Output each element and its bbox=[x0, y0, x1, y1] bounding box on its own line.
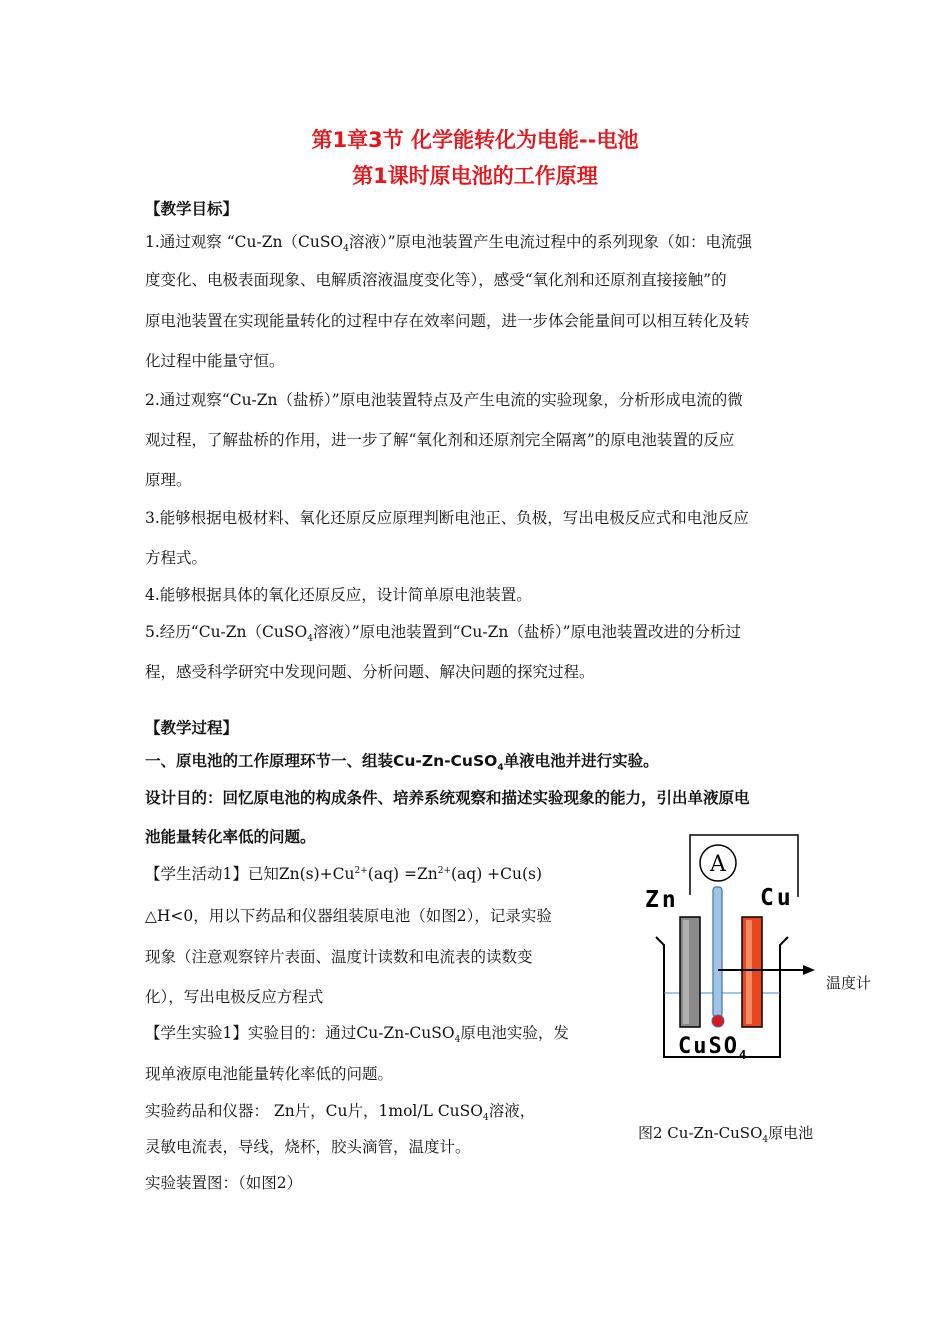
objective-5-line-2: 程，感受科学研究中发现问题、分析问题、解决问题的探究过程。 bbox=[145, 663, 595, 681]
experiment-1-line-3: 实验药品和仪器： Zn片，Cu片，1mol/L CuSO$_4$溶液， bbox=[145, 1102, 536, 1124]
experiment-1-line-4: 灵敏电流表，导线，烧杯，胶头滴管，温度计。 bbox=[145, 1138, 471, 1156]
activity-1-line-1: 【学生活动1】已知$Zn(s)+Cu^{2+}(aq) =Zn^{2+}(aq) +Cu(s)$ bbox=[145, 865, 543, 883]
copper-label: Cu bbox=[760, 885, 794, 911]
zinc-label: Zn bbox=[645, 887, 679, 913]
activity-1-line-4: 化），写出电极反应方程式 bbox=[145, 988, 324, 1006]
zinc-highlight bbox=[683, 920, 689, 1024]
galvanic-cell-figure bbox=[620, 825, 910, 1095]
thermometer-label: 温度计 bbox=[826, 974, 872, 992]
solution-label: CuSO$_4$ bbox=[678, 1034, 749, 1062]
copper-highlight bbox=[746, 920, 752, 1024]
objective-2-line-1: 2.通过观察“Cu-Zn（盐桥）”原电池装置特点及产生电流的实验现象，分析形成电流的微 bbox=[145, 391, 743, 409]
objective-1-line-4: 化过程中能量守恒。 bbox=[145, 352, 285, 370]
objective-1-line-3: 原电池装置在实现能量转化的过程中存在效率问题，进一步体会能量间可以相互转化及转 bbox=[145, 312, 750, 330]
objective-2-line-2: 观过程，了解盐桥的作用，进一步了解“氧化剂和还原剂完全隔离”的原电池装置的反应 bbox=[145, 431, 735, 449]
activity-1-line-3: 现象（注意观察锌片表面、温度计读数和电流表的读数变 bbox=[145, 948, 533, 966]
experiment-1-line-5: 实验装置图：（如图2） bbox=[145, 1174, 303, 1192]
objective-3-line-2: 方程式。 bbox=[145, 549, 208, 567]
objective-1-line-2: 度变化、电极表面现象、电解质溶液温度变化等），感受“氧化剂和还原剂直接接触”的 bbox=[145, 271, 727, 289]
objective-5-line-1: 5.经历“Cu-Zn（CuSO$_4$溶液）”原电池装置到“Cu-Zn（盐桥）”原电池装置改进的分析过 bbox=[145, 623, 742, 645]
objective-3-line-1: 3.能够根据电极材料、氧化还原反应原理判断电池正、负极，写出电极反应式和电池反应 bbox=[145, 509, 749, 527]
activity-1-line-2: △H<0，用以下药品和仪器组装原电池（如图2），记录实验 bbox=[145, 907, 552, 925]
ammeter-label: A bbox=[710, 852, 726, 877]
experiment-1-line-2: 现单液原电池能量转化率低的问题。 bbox=[145, 1065, 394, 1083]
thermometer bbox=[713, 887, 722, 1017]
objective-4: 4.能够根据具体的氧化还原反应，设计简单原电池装置。 bbox=[145, 586, 532, 604]
section-1-heading: 一、原电池的工作原理环节一、组装Cu-Zn-CuSO$_4$单液电池并进行实验。 bbox=[145, 752, 659, 774]
objective-2-line-3: 原理。 bbox=[145, 471, 192, 489]
process-heading: 【教学过程】 bbox=[145, 719, 239, 737]
objectives-heading: 【教学目标】 bbox=[145, 200, 239, 218]
document-subtitle: 第1课时原电池的工作原理 bbox=[352, 164, 598, 188]
design-purpose-line-2: 池能量转化率低的问题。 bbox=[145, 828, 316, 846]
document-title: 第1章3节 化学能转化为电能--电池 bbox=[311, 128, 639, 152]
arrow-icon bbox=[803, 965, 815, 975]
thermometer-bulb bbox=[712, 1015, 724, 1027]
experiment-1-line-1: 【学生实验1】实验目的：通过Cu-Zn-CuSO$_4$原电池实验，发 bbox=[145, 1024, 569, 1046]
design-purpose-line-1: 设计目的：回忆原电池的构成条件、培养系统观察和描述实验现象的能力，引出单液原电 bbox=[145, 789, 750, 807]
figure-caption: 图2 Cu-Zn-CuSO$_4$原电池 bbox=[638, 1124, 814, 1145]
objective-1-line-1: 1.通过观察 “Cu-Zn（CuSO$_4$溶液）”原电池装置产生电流过程中的系列现象（如：电流强 bbox=[145, 233, 753, 255]
